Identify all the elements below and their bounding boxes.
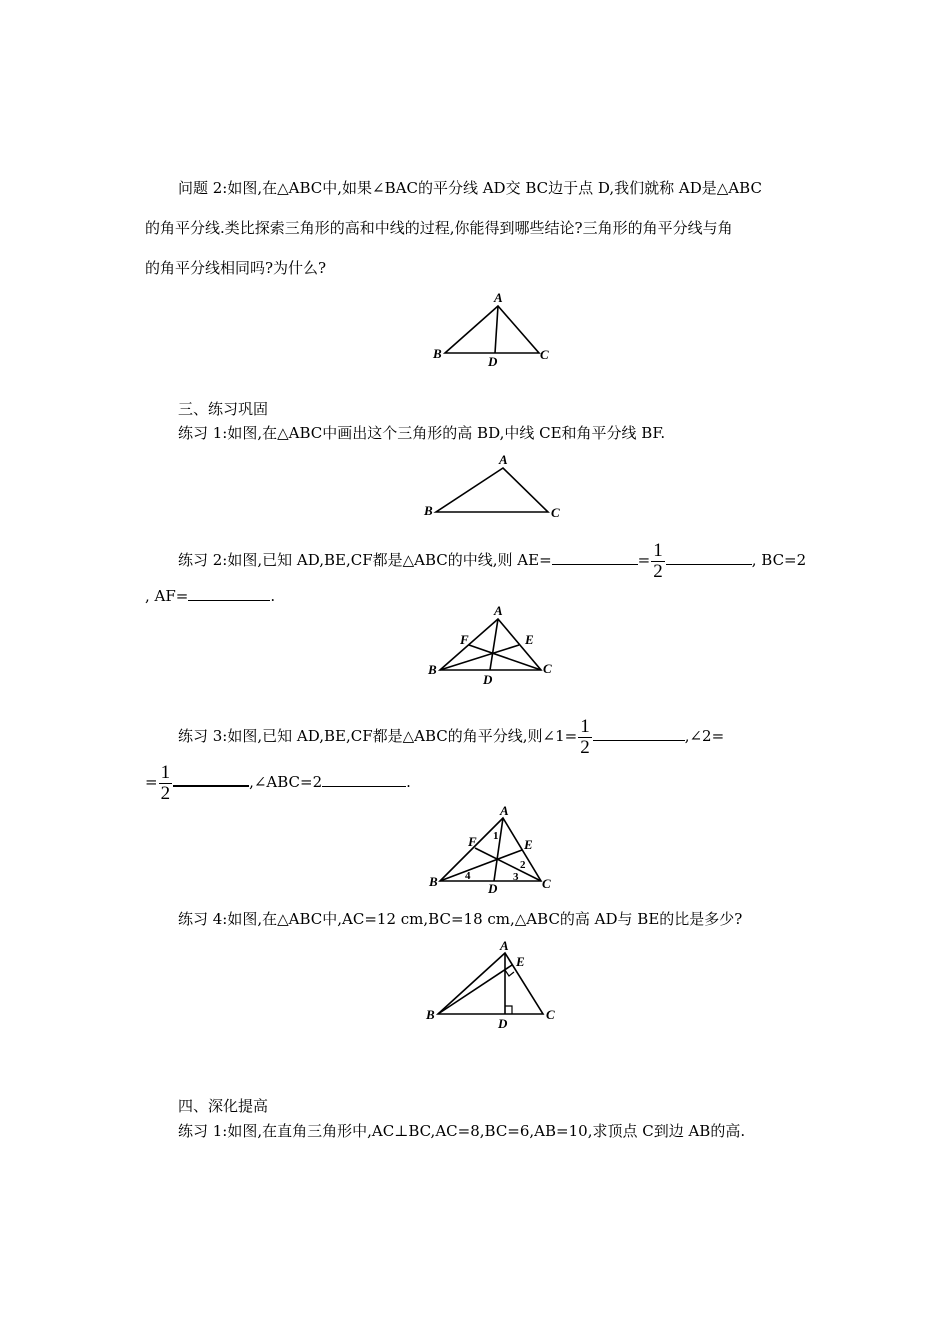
- fig5-label-c: C: [546, 1007, 555, 1022]
- fig4-label-b: B: [429, 874, 438, 889]
- ex3-line-2: = $\frac{1}{2}$ ,∠ABC=2 .: [145, 761, 411, 804]
- ex2-blank-3[interactable]: [188, 586, 270, 601]
- ex3-angle-2: ,∠2=: [684, 727, 725, 745]
- fig4-label-e: E: [524, 837, 533, 852]
- ex1-text: 练习 1:如图,在△ABC中画出这个三角形的高 BD,中线 CE和角平分线 BF.: [178, 424, 666, 442]
- q2-line-2: 的角平分线.类比探索三角形的高和中线的过程,你能得到哪些结论?三角形的角平分线与角: [145, 219, 733, 237]
- fig4-label-c: C: [542, 876, 551, 891]
- ex3-line-1: [178, 716, 724, 756]
- ex4-text: 练习 4:如图,在△ABC中,AC=12 cm,BC=18 cm,△ABC的高 AD与 BE的比是多少?: [178, 910, 743, 928]
- fig5-label-e: E: [516, 954, 525, 969]
- fig3-label-e: E: [525, 632, 534, 647]
- fig1: [432, 290, 549, 369]
- fig4-angle-1: 1: [493, 830, 499, 842]
- fig3-label-c: C: [543, 661, 552, 676]
- fig4-angle-2: 2: [520, 859, 526, 871]
- fig1-label-b: B: [433, 346, 442, 361]
- section4-heading: 四、深化提高: [178, 1097, 269, 1115]
- ex2-blank-1[interactable]: [552, 550, 638, 565]
- fig1-label-a: A: [494, 290, 503, 305]
- fig3-label-f: F: [460, 632, 469, 647]
- fig2-label-b: B: [424, 503, 433, 518]
- fig4-label-a: A: [500, 803, 509, 818]
- fig2-label-c: C: [551, 505, 560, 520]
- fig3-label-d: D: [483, 672, 493, 687]
- ex3-blank-3[interactable]: [322, 772, 406, 787]
- ex2-af: , AF=: [145, 587, 189, 605]
- fig2-label-a: A: [499, 452, 508, 467]
- ex2-fraction: $\frac{1}{2}$: [653, 539, 663, 582]
- fig5-label-d: D: [498, 1016, 508, 1031]
- q2-line-1: 问题 2:如图,在△ABC中,如果∠BAC的平分线 AD交 BC边于点 D,我们就称 AD是△ABC: [178, 179, 762, 197]
- q2-line-3: 的角平分线相同吗?为什么?: [145, 259, 327, 277]
- fig4-label-f: F: [468, 834, 477, 849]
- fig5-label-b: B: [426, 1007, 435, 1022]
- fig4-label-d: D: [488, 881, 498, 896]
- section3-heading: 三、练习巩固: [178, 400, 269, 418]
- ex3-prefix: 练习 3:如图,已知 AD,BE,CF都是△ABC的角平分线,则∠1=: [178, 727, 578, 745]
- ex3-abc: ,∠ABC=2: [249, 773, 323, 791]
- ex2-line-1: [178, 540, 806, 580]
- fig4-bisectors: [428, 803, 551, 896]
- fig4-angle-4: 4: [465, 870, 471, 882]
- fig1-label-d: D: [488, 354, 498, 369]
- ex2-prefix: 练习 2:如图,已知 AD,BE,CF都是△ABC的中线,则 AE=: [178, 551, 552, 569]
- ex3-fraction-2: $\frac{1}{2}$: [160, 761, 171, 804]
- section4-ex1: 练习 1:如图,在直角三角形中,AC⊥BC,AC=8,BC=6,AB=10,求顶点 C到边 AB的高.: [178, 1122, 746, 1140]
- ex2-eq: =: [637, 551, 651, 569]
- ex3-blank-2[interactable]: [173, 771, 249, 787]
- fig3-label-b: B: [428, 662, 437, 677]
- fig5-altitudes: [425, 938, 555, 1031]
- ex2-line-2: , AF= .: [145, 587, 276, 605]
- fig4-angle-3: 3: [513, 871, 519, 883]
- fig1-label-c: C: [540, 347, 549, 362]
- fig3-label-a: A: [494, 603, 503, 618]
- fig5-label-a: A: [500, 938, 509, 953]
- fig3-medians: [427, 603, 552, 687]
- ex3-fraction-1: $\frac{1}{2}$: [580, 715, 590, 758]
- ex3-blank-1[interactable]: [593, 726, 685, 741]
- ex2-blank-2[interactable]: [666, 550, 752, 565]
- fig2: [423, 452, 560, 520]
- ex2-bc: , BC=2: [751, 551, 807, 569]
